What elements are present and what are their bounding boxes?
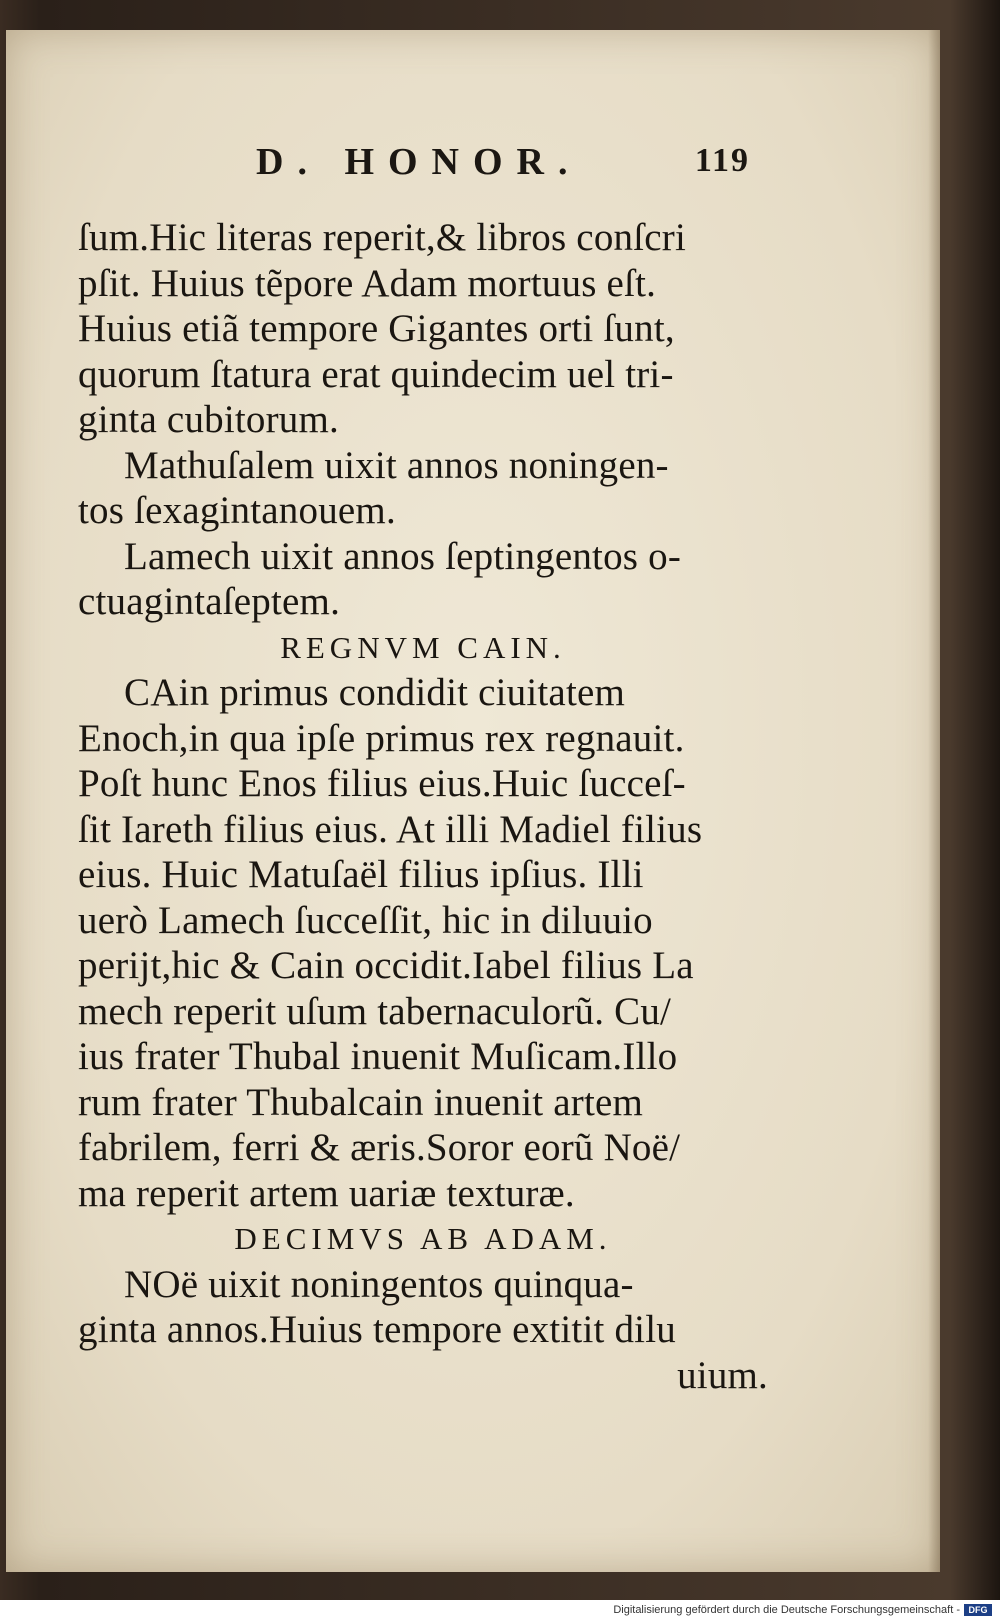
paragraph-start-line: CAin primus condidit ciuitatem (124, 671, 626, 714)
text-line: ginta annos.Huius tempore extitit dilu (78, 1308, 676, 1351)
text-line: ginta cubitorum. (78, 398, 339, 441)
section-heading: REGNVM CAIN. (280, 629, 566, 665)
text-block (78, 215, 768, 1398)
text-line: ius frater Thubal inuenit Muſicam.Illo (78, 1035, 678, 1078)
running-title: D. HONOR. (256, 141, 582, 183)
text-line: uerò Lamech ſucceſſit, hic in diluuio (78, 898, 653, 942)
text-line: mech reperit uſum tabernaculorũ. Cu/ (78, 989, 672, 1033)
text-line: ma reperit artem uariæ texturæ. (78, 1171, 575, 1215)
text-line-right: uium. (677, 1353, 768, 1397)
text-line: perijt,hic & Cain occidit.Iabel filius La (78, 944, 694, 987)
paragraph-start-line: NOë uixit noningentos quinqua- (124, 1262, 634, 1306)
page-header (6, 140, 940, 200)
text-line: ſum.Hic literas reperit,& libros conſcri (78, 216, 686, 259)
text-line: rum frater Thubalcain inuenit artem (78, 1080, 644, 1124)
text-line: Poſt hunc Enos filius eius.Huic ſucceſ- (78, 762, 686, 805)
book-page (6, 30, 940, 1572)
digitization-note: Digitalisierung gefördert durch die Deutsche Forschungsgemeinschaft - (613, 1604, 960, 1616)
dfg-logo-icon: DFG (964, 1604, 992, 1616)
text-line: fabrilem, ferri & æris.Soror eorũ Noë/ (78, 1126, 681, 1169)
text-line: quorum ſtatura erat quindecim uel tri- (78, 352, 674, 396)
text-line: ſit Iareth filius eius. At illi Madiel filius (78, 807, 703, 851)
page-edge-shadow (928, 30, 940, 1572)
paragraph-start-line: Mathuſalem uixit annos noningen- (124, 443, 669, 487)
text-line: Enoch,in qua ipſe primus rex regnauit. (78, 716, 685, 760)
text-line: pſit. Huius tẽpore Adam mortuus eſt. (78, 261, 657, 305)
folio-number: 119 (694, 142, 750, 179)
text-line: Huius etiã tempore Gigantes orti ſunt, (78, 307, 675, 350)
section-heading: DECIMVS AB ADAM. (234, 1221, 612, 1256)
paragraph-start-line: Lamech uixit annos ſeptingentos o- (124, 534, 682, 578)
digitization-footer (0, 1600, 1000, 1620)
text-line: ctuagintaſeptem. (78, 580, 341, 623)
text-line: eius. Huic Matuſaël filius ipſius. Illi (78, 853, 644, 896)
text-line: tos ſexagintanouem. (78, 489, 396, 532)
